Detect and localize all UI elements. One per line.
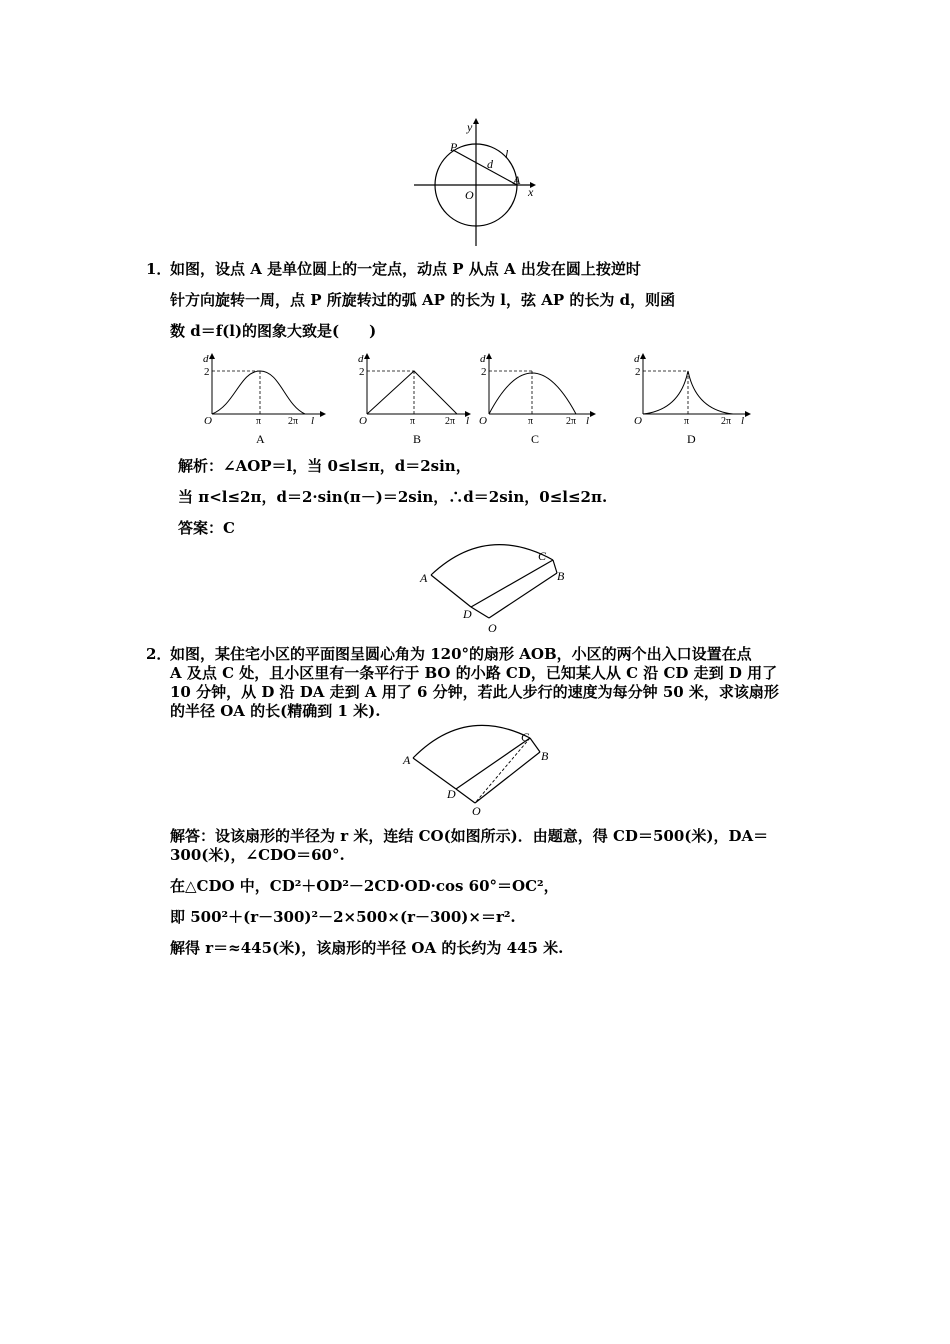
graph-c-y-label: d (480, 353, 486, 365)
sector2-d-label: D (447, 787, 456, 801)
graph-a-tick-2pi: 2π (288, 416, 299, 427)
sector2-c-label: C (521, 730, 530, 744)
graph-c-tick-2pi: 2π (566, 416, 577, 427)
problem1-line-2: 针方向旋转一周，点 P 所旋转过的弧 AP 的长为 l，弦 AP 的长为 d，则函 (170, 291, 676, 309)
graph-b-tick-pi: π (410, 416, 416, 427)
point-p-label: P (450, 140, 458, 154)
problem2-line-4: 的半径 OA 的长(精确到 1 米). (170, 702, 381, 720)
problem1-answer: 答案：C (178, 519, 235, 537)
graph-c-tick-2: 2 (481, 366, 487, 378)
graph-d-tick-2: 2 (635, 366, 641, 378)
problem2-line-2: A 及点 C 处，且小区里有一条平行于 BO 的小路 CD，已知某人从 C 沿 CD 走到 D 用了 (170, 664, 778, 682)
chord-d-label: d (487, 157, 493, 171)
sector1-a-label: A (420, 571, 428, 585)
solution2-line-4: 即 500²＋(r－300)²－2×500×(r－300)×＝r². (170, 908, 516, 926)
sector2-o-label: O (472, 804, 481, 818)
sector2-b-label: B (541, 749, 549, 763)
solution2-line-1: 解答：设该扇形的半径为 r 米，连结 CO(如图所示)．由题意，得 CD＝500(米)，DA＝ (170, 827, 769, 845)
sector1-o-label: O (488, 621, 497, 635)
graph-a-tick-2: 2 (204, 366, 210, 378)
graph-b-x-label: l (466, 415, 470, 427)
graph-a-origin: O (204, 415, 212, 427)
graph-d-tick-pi: π (684, 416, 690, 427)
solution2-line-2: 300(米)，∠CDO＝60°. (170, 846, 345, 864)
problem1-solution-1: 解析：∠AOP＝l，当 0≤l≤π，d＝2sin， (178, 457, 471, 475)
problem2-line-1: 如图，某住宅小区的平面图呈圆心角为 120°的扇形 AOB，小区的两个出入口设置在点 (170, 645, 752, 663)
sector1-c-label: C (538, 549, 547, 563)
problem1-number: 1． (146, 260, 172, 278)
graph-c-tick-pi: π (528, 416, 534, 427)
solution2-line-5: 解得 r＝≈445(米)，该扇形的半径 OA 的长约为 445 米. (170, 939, 564, 957)
graph-a-label: A (256, 432, 265, 446)
graph-d-y-label: d (634, 353, 640, 365)
problem1-line-1: 如图，设点 A 是单位圆上的一定点，动点 P 从点 A 出发在圆上按逆时 (170, 260, 641, 278)
graph-c-origin: O (479, 415, 487, 427)
graph-d-x-label: l (741, 415, 745, 427)
graph-a-y-label: d (203, 353, 209, 365)
problem1-solution-2: 当 π<l≤2π，d＝2·sin(π－)＝2sin，∴d＝2sin，0≤l≤2π. (178, 488, 608, 506)
graph-d-label: D (687, 432, 696, 446)
axis-x-label: x (528, 185, 534, 199)
graph-a-tick-pi: π (256, 416, 262, 427)
graph-b-origin: O (359, 415, 367, 427)
solution2-line-3: 在△CDO 中，CD²＋OD²－2CD·OD·cos 60°＝OC²， (170, 877, 559, 895)
point-a-label: A (513, 173, 521, 187)
graph-b-label: B (413, 432, 422, 446)
problem1-line-3: 数 d＝f(l)的图象大致是( ) (170, 322, 377, 340)
graph-d-origin: O (634, 415, 642, 427)
graph-b-tick-2: 2 (359, 366, 365, 378)
sector1-b-label: B (557, 569, 565, 583)
graph-c-x-label: l (586, 415, 590, 427)
graph-d-tick-2pi: 2π (721, 416, 732, 427)
sector2-a-label: A (403, 753, 411, 767)
problem2-number: 2． (146, 645, 172, 663)
arc-l-label: l (505, 147, 509, 161)
axis-y-label: y (467, 120, 473, 134)
graph-b-y-label: d (358, 353, 364, 365)
origin-label: O (465, 188, 474, 202)
problem2-line-3: 10 分钟，从 D 沿 DA 走到 A 用了 6 分钟，若此人步行的速度为每分钟 50 米，求该扇形 (170, 683, 779, 701)
graph-a-x-label: l (311, 415, 315, 427)
graph-c-label: C (531, 432, 540, 446)
graph-b-tick-2pi: 2π (445, 416, 456, 427)
sector1-d-label: D (463, 607, 472, 621)
